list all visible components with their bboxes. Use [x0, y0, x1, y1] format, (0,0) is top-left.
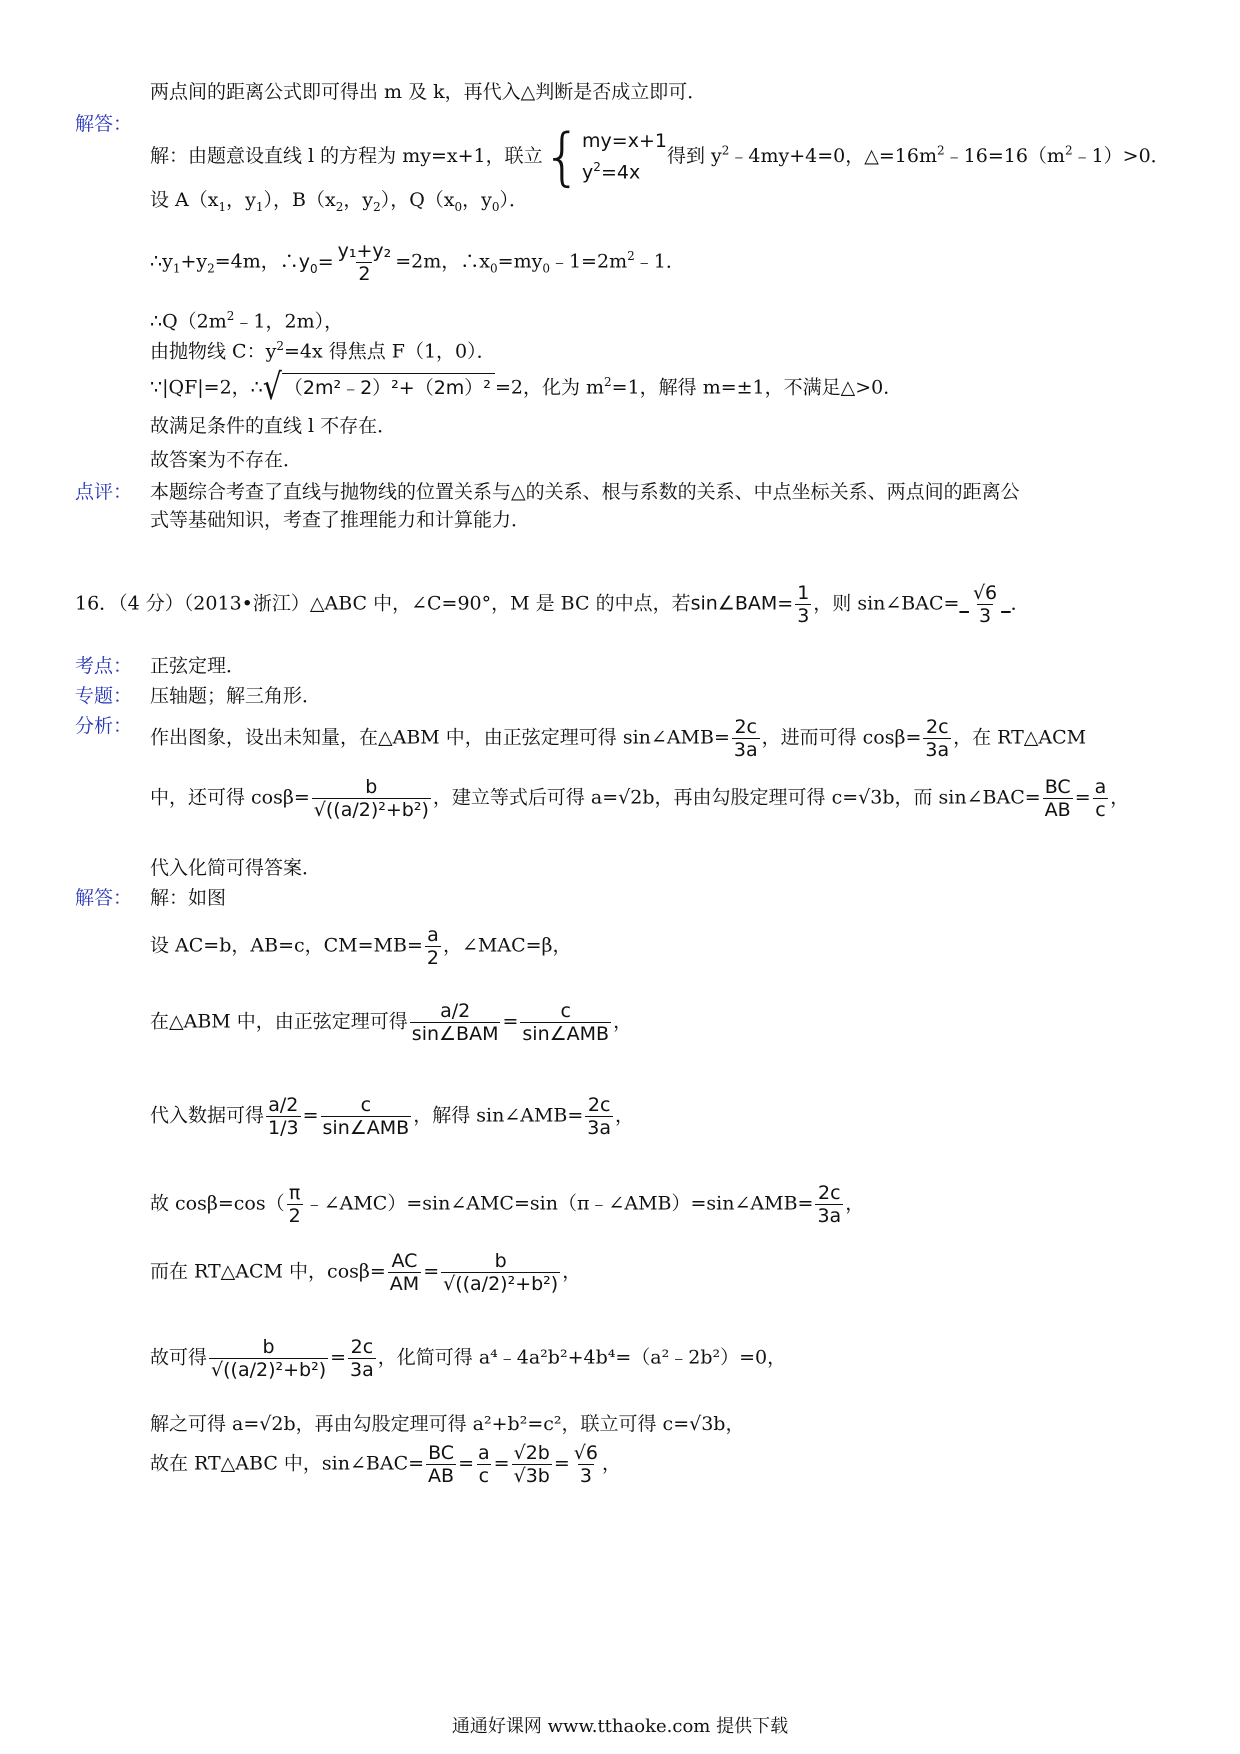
solution-line-1: 解：由题意设直线 l 的方程为 my=x+1，联立 { my=x+1 $y^2=4x$ 得到 $y^2﹣4my+4=0$，$\triangle=16m^2﹣16=16(m^2﹣1)>0$． [150, 120, 1170, 193]
numerator: 2c [818, 1182, 841, 1204]
denominator: 3a [350, 1359, 374, 1381]
numerator: √6 [972, 582, 998, 604]
solution-line-6: ∵|QF|=2，∴ √ （2m²﹣2）²+（2m）² =2，化为 $m^2=1$，解得 m=±1，不满足△>0． [150, 366, 903, 409]
jieda-label: 解答： [75, 887, 133, 909]
text: 两点间的距离公式即可得出 m 及 k，再代入△判断是否成立即可． [150, 81, 707, 103]
sqrt-expression [262, 366, 495, 409]
denominator: 3a [733, 739, 758, 761]
denominator: 3a [817, 1205, 842, 1227]
text: 在△ABM 中，由正弦定理可得 [150, 1010, 408, 1033]
jieda-line-8: 解之可得 a=√2b，再由勾股定理可得 a²+b²=c²，联立可得 c=√3b， [150, 1413, 745, 1435]
fraction [923, 716, 951, 761]
fraction [732, 716, 760, 761]
denominator: c [1095, 799, 1106, 821]
fraction [336, 240, 394, 285]
text: 16．（4 分）（2013•浙江）△ABC 中，∠C=90°，M 是 BC 的中点，若 [75, 592, 691, 615]
text: 由抛物线 C：y [150, 340, 277, 363]
numerator: BC [1044, 776, 1071, 798]
denominator: 3 [979, 605, 992, 627]
numerator: y₁+y₂ [337, 240, 392, 262]
text: ﹣1． [634, 250, 685, 273]
text: 解：由题意设直线 l 的方程为 my=x+1，联立 [150, 145, 543, 167]
text: 故在 RT△ABC 中，sin∠BAC= [150, 1452, 425, 1475]
denominator: 3 [579, 1465, 592, 1487]
text: ∵|QF|=2，∴ [150, 376, 263, 399]
text: =2，化为 m [494, 376, 605, 399]
fraction [388, 1250, 421, 1295]
numerator: a [478, 1442, 490, 1464]
text: ﹣1=2m [549, 250, 628, 273]
text: ，解得 sin∠AMB= [413, 1104, 584, 1127]
denominator: 2 [426, 947, 439, 969]
text: ． [1010, 592, 1030, 615]
text: ，y [226, 189, 256, 211]
text: =4m，∴ [214, 250, 299, 273]
numerator: BC [428, 1442, 455, 1464]
numerator: b [494, 1250, 507, 1272]
fenxi-line-3: 代入化简可得答案． [150, 857, 322, 879]
text: =my [497, 250, 543, 273]
numerator: b [262, 1336, 275, 1358]
kaodian-text: 正弦定理． [150, 655, 246, 677]
denominator: √3b [513, 1465, 550, 1487]
numerator: π [288, 1182, 301, 1204]
fraction [312, 776, 431, 821]
denominator: 3a [925, 739, 950, 761]
numerator: 2c [734, 716, 758, 738]
fraction [287, 1182, 303, 1227]
page-footer: 通通好课网 www.tthaoke.com 提供下载 [451, 1716, 789, 1737]
fraction [512, 1442, 552, 1487]
text: ﹣16=16（m [944, 145, 1065, 167]
fraction [795, 582, 811, 627]
radicand: （2m²﹣2）²+（2m）² [282, 373, 495, 403]
text: ，在 RT△ACM [953, 726, 1087, 749]
denominator: sin∠BAM [411, 1023, 499, 1045]
numerator: c [360, 1094, 372, 1116]
numerator: a/2 [440, 1000, 471, 1022]
text: y [582, 161, 594, 184]
q16-stem [75, 582, 1030, 627]
numerator: 2c [350, 1336, 374, 1358]
numerator: 2c [925, 716, 949, 738]
fraction [321, 1094, 412, 1139]
eq-row-1: my=x+1 [582, 130, 667, 153]
text: ， [845, 1192, 865, 1215]
text: ， [1110, 786, 1130, 809]
text: ∴y [150, 250, 173, 273]
text: ，则 sin∠BAC= [813, 592, 960, 615]
text: sin∠BAM= [690, 592, 794, 615]
jieda-line-5 [150, 1182, 864, 1227]
comment-line-1: 本题综合考查了直线与抛物线的位置关系与△的关系、根与系数的关系、中点坐标关系、两点间的距离公 [150, 481, 1020, 503]
denominator: √((a/2)²+b²) [211, 1359, 327, 1381]
fraction [426, 1442, 456, 1487]
zhuanti-text: 压轴题；解三角形． [150, 685, 322, 707]
jieda-line-9: 故在 RT△ABC 中，sin∠BAC= $\frac{BC}{AB}$ = $\frac{a}{c}$ = $\frac{√2b}{√3b}$ = $\frac{√6}{3}$ ， [150, 1442, 621, 1487]
jieda-line-4: 代入数据可得 $\frac{a/2}{1/3}$ = $\frac{c}{\text{sin∠AMB}}$ ，解得 sin∠AMB= $\frac{2c}{3a}$ ， [150, 1094, 635, 1139]
jieda-line-1: 解：如图 [150, 887, 227, 909]
fraction [476, 1442, 492, 1487]
denominator: AM [389, 1273, 420, 1295]
text: +y [180, 250, 208, 273]
solution-line-8: 故答案为不存在． [150, 449, 303, 471]
text: ），B（x [263, 189, 336, 211]
numerator: 1 [797, 582, 810, 604]
solution-line-5: 由抛物线 C：$y^2=4x$ 得焦点 F（1，0）． [150, 339, 496, 363]
jieda-line-7: 故可得 $\frac{b}{\text{√((a/2)²+b²)}}$ = $\frac{2c}{3a}$ ，化简可得 a⁴﹣4a²b²+4b⁴=（a²﹣2b²）=0， [150, 1336, 787, 1381]
zhuanti-label: 专题： [75, 685, 133, 707]
text: ），Q（x [380, 189, 455, 211]
numerator: 2c [587, 1094, 611, 1116]
text: ，y [343, 189, 374, 211]
text: 设 AC=b，AB=c，CM=MB= [150, 934, 423, 957]
text: =2m，∴x [395, 250, 491, 273]
q16-answer [959, 582, 1010, 627]
kaodian-label: 考点： [75, 655, 133, 677]
text: ﹣∠AMC）=sin∠AMC=sin（π﹣∠AMB）=sin∠AMB= [304, 1192, 814, 1215]
text: ，∠MAC=β， [442, 934, 572, 957]
denominator: √((a/2)²+b²) [443, 1273, 559, 1295]
text: 设 A（x [150, 189, 219, 211]
jieda-line-3: 在△ABM 中，由正弦定理可得 $\frac{a/2}{\text{sin∠BAM}}$ = $\frac{c}{\text{sin∠AMB}}$ ， [150, 1000, 633, 1045]
text: ﹣1，2m）， [234, 310, 344, 333]
left-brace-icon: { [542, 120, 583, 193]
numerator: a/2 [268, 1094, 299, 1116]
text: ，建立等式后可得 a=√2b，再由勾股定理可得 c=√3b，而 sin∠BAC= [432, 786, 1041, 809]
fraction [410, 1000, 501, 1045]
text: 而在 RT△ACM 中，cosβ= [150, 1260, 386, 1283]
text: ﹣1）>0． [1072, 145, 1170, 167]
fraction [585, 1094, 613, 1139]
equation-system [542, 120, 667, 193]
text: =4x [600, 161, 641, 184]
fraction [209, 1336, 328, 1381]
text: ，化简可得 a⁴﹣4a²b²+4b⁴=（a²﹣2b²）=0， [377, 1346, 787, 1369]
fenxi-line-2: 中，还可得 cosβ= $\frac{b}{\text{√((a/2)²+b²)}}$ ，建立等式后可得 a=√2b，再由勾股定理可得 c=√3b，而 sin∠BAC= $\frac{BC}{AB}$ = $\frac{a}{c}$ ， [150, 776, 1130, 821]
numerator: a [427, 924, 439, 946]
denominator: sin∠AMB [322, 1117, 410, 1139]
text: ﹣4my+4=0，△=16m [729, 145, 937, 167]
denominator: 3 [797, 605, 810, 627]
text: 得到 y [666, 145, 722, 167]
y0-symbol: $y_0=$ [298, 250, 334, 276]
fraction [815, 1182, 843, 1227]
fraction [1043, 776, 1073, 821]
answer-label: 解答： [75, 113, 133, 135]
eq-row-2: $y^2=4x$ [582, 160, 641, 184]
solution-line-7: 故满足条件的直线 l 不存在． [150, 415, 397, 437]
solution-line-2: 设 $A(x_1$，$y_1$），$B(x_2$，$y_2$），$Q(x_0$，$y_0$）． [150, 189, 529, 214]
text: ∴Q（2m [150, 310, 227, 333]
denominator: AB [428, 1465, 455, 1487]
denominator: AB [1044, 799, 1071, 821]
denominator: 3a [587, 1117, 612, 1139]
numerator: c [560, 1000, 571, 1022]
text: =1，解得 m=±1，不满足△>0． [611, 376, 903, 399]
fraction [520, 1000, 611, 1045]
numerator: √6 [573, 1442, 598, 1464]
text: 中，还可得 cosβ= [150, 786, 310, 809]
text: ，y [462, 189, 492, 211]
denominator: 2 [288, 1205, 301, 1227]
denominator: √((a/2)²+b²) [313, 799, 429, 821]
numerator: a [1094, 776, 1107, 798]
solution-line-3: $\therefore y_1+y_2=4m$，$\therefore y_0=$ $\frac{\text{y₁+y₂}}{2}$ =2m，$\therefore x_0=my_0﹣1=2m^2﹣1$． [150, 240, 685, 285]
solution-line-4: $\therefore Q(2m^2﹣1$，2m）， [150, 309, 344, 333]
text: ， [562, 1260, 582, 1283]
fenxi-line-1 [150, 716, 1086, 761]
text: =4x 得焦点 F（1，0）． [283, 340, 496, 363]
analysis-end-line [150, 80, 706, 104]
comment-line-2: 式等基础知识，考查了推理能力和计算能力． [150, 509, 531, 531]
text: ）． [499, 189, 529, 211]
fenxi-label: 分析： [75, 715, 133, 737]
text: 作出图象，设出未知量，在△ABM 中，由正弦定理可得 sin∠AMB= [150, 726, 730, 749]
jieda-line-6: 而在 RT△ACM 中，cosβ= $\frac{AC}{AM}$ = $\frac{b}{\text{√((a/2)²+b²)}}$ ， [150, 1250, 582, 1295]
text: 故 cosβ=cos（ [150, 1192, 285, 1215]
denominator: sin∠AMB [522, 1023, 610, 1045]
jieda-line-2 [150, 924, 572, 969]
comment-label: 点评： [75, 481, 133, 503]
text: ， [615, 1104, 635, 1127]
denominator: c [478, 1465, 490, 1487]
text: ， [601, 1452, 621, 1475]
numerator: √2b [513, 1442, 550, 1464]
fraction [425, 924, 441, 969]
text: ，进而可得 cosβ= [761, 726, 922, 749]
text: 代入数据可得 [150, 1104, 265, 1127]
fraction [441, 1250, 560, 1295]
fraction [348, 1336, 376, 1381]
numerator: b [365, 776, 378, 798]
denominator: 1/3 [268, 1117, 299, 1139]
fraction [266, 1094, 301, 1139]
fraction [572, 1442, 600, 1487]
denominator: 2 [358, 263, 371, 285]
radical-icon: √ [262, 366, 282, 409]
fraction [1093, 776, 1109, 821]
text: 故可得 [150, 1346, 208, 1369]
numerator: AC [391, 1250, 418, 1272]
text: ， [613, 1010, 633, 1033]
